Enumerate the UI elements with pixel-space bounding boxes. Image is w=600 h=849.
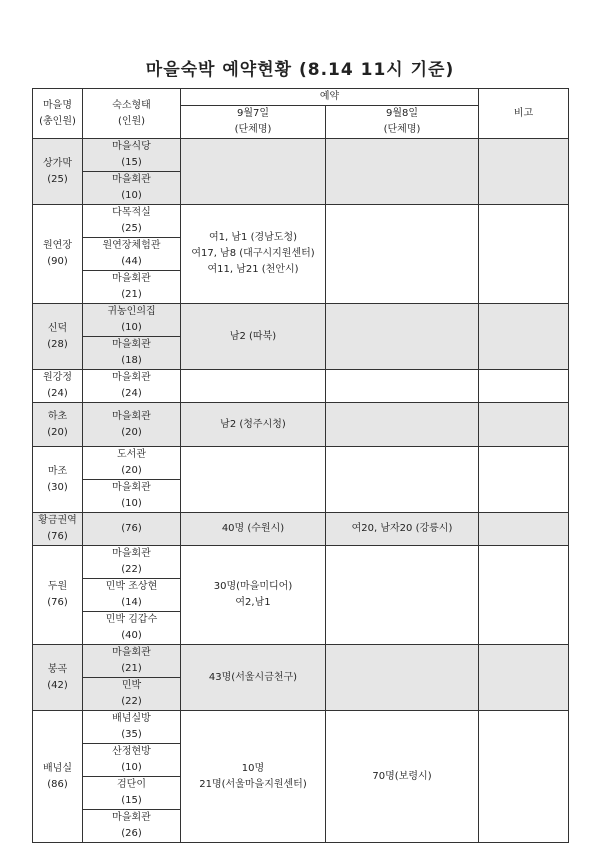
lodging-cell: 민박 김갑수 (40) [83,612,181,645]
village-cell: 배넘실 (86) [33,711,83,843]
note-cell [479,513,569,546]
day1-reservation-cell [181,370,326,403]
header-lodging: 숙소형태 (인원) [83,89,181,139]
lodging-cell: 마을회관 (21) [83,645,181,678]
table-row [33,403,569,447]
village-cell: 원연장 (90) [33,205,83,304]
lodging-cell: 원연장체험관 (44) [83,238,181,271]
village-cell: 봉곡 (42) [33,645,83,711]
table-row [33,546,569,579]
lodging-cell: 마을회관 (10) [83,480,181,513]
day1-reservation-cell: 43명(서울시금천구) [181,645,326,711]
day2-reservation-cell: 70명(보령시) [326,711,479,843]
day2-reservation-cell [326,403,479,447]
header-village: 마을명 (총인원) [33,89,83,139]
day2-reservation-cell [326,205,479,304]
note-cell [479,645,569,711]
table-row [33,711,569,744]
note-cell [479,447,569,513]
lodging-cell: 마을식당 (15) [83,139,181,172]
day1-reservation-cell: 남2 (따북) [181,304,326,370]
day1-reservation-cell: 남2 (청주시청) [181,403,326,447]
lodging-cell: 다목적실 (25) [83,205,181,238]
header-note: 비고 [479,89,569,139]
reservation-table [32,88,569,843]
table-row [33,513,569,546]
note-cell [479,403,569,447]
day2-reservation-cell: 여20, 남자20 (강릉시) [326,513,479,546]
lodging-cell: (76) [83,513,181,546]
lodging-cell: 마을회관 (26) [83,810,181,843]
day2-reservation-cell [326,546,479,645]
day1-reservation-cell: 40명 (수원시) [181,513,326,546]
note-cell [479,711,569,843]
note-cell [479,546,569,645]
day2-reservation-cell [326,304,479,370]
table-row [33,645,569,678]
lodging-cell: 귀농인의집 (10) [83,304,181,337]
table-row [33,447,569,480]
lodging-cell: 민박 (22) [83,678,181,711]
lodging-cell: 민박 조상현 (14) [83,579,181,612]
lodging-cell: 배넘실방 (35) [83,711,181,744]
lodging-cell: 검단이 (15) [83,777,181,810]
header-day1-sub: (단체명) [181,122,326,139]
village-cell: 원강정 (24) [33,370,83,403]
table-row [33,139,569,172]
day1-reservation-cell: 30명(마을미디어) 여2,남1 [181,546,326,645]
lodging-cell: 마을회관 (22) [83,546,181,579]
village-cell: 상가막 (25) [33,139,83,205]
header-reservation: 예약 [181,89,479,106]
lodging-cell: 마을회관 (21) [83,271,181,304]
day1-reservation-cell [181,447,326,513]
day2-reservation-cell [326,447,479,513]
lodging-cell: 마을회관 (20) [83,403,181,447]
day1-reservation-cell [181,139,326,205]
table-row [33,205,569,238]
note-cell [479,304,569,370]
header-day1: 9월7일 [181,106,326,123]
lodging-cell: 도서관 (20) [83,447,181,480]
village-cell: 두원 (76) [33,546,83,645]
note-cell [479,370,569,403]
table-row [33,370,569,403]
village-cell: 신덕 (28) [33,304,83,370]
lodging-cell: 마을회관 (24) [83,370,181,403]
village-cell: 하초 (20) [33,403,83,447]
village-cell: 마조 (30) [33,447,83,513]
header-day2-sub: (단체명) [326,122,479,139]
table-row [33,304,569,337]
lodging-cell: 마을회관 (10) [83,172,181,205]
day2-reservation-cell [326,370,479,403]
lodging-cell: 산정현방 (10) [83,744,181,777]
day2-reservation-cell [326,139,479,205]
header-day2: 9월8일 [326,106,479,123]
village-cell: 황금권역 (76) [33,513,83,546]
page-title: 마을숙박 예약현황 (8.14 11시 기준) [145,60,455,80]
note-cell [479,139,569,205]
day2-reservation-cell [326,645,479,711]
day1-reservation-cell: 10명 21명(서울마을지원센터) [181,711,326,843]
note-cell [479,205,569,304]
lodging-cell: 마을회관 (18) [83,337,181,370]
day1-reservation-cell: 여1, 남1 (경남도청) 여17, 남8 (대구시지원센터) 여11, 남21 (천안시) [181,205,326,304]
